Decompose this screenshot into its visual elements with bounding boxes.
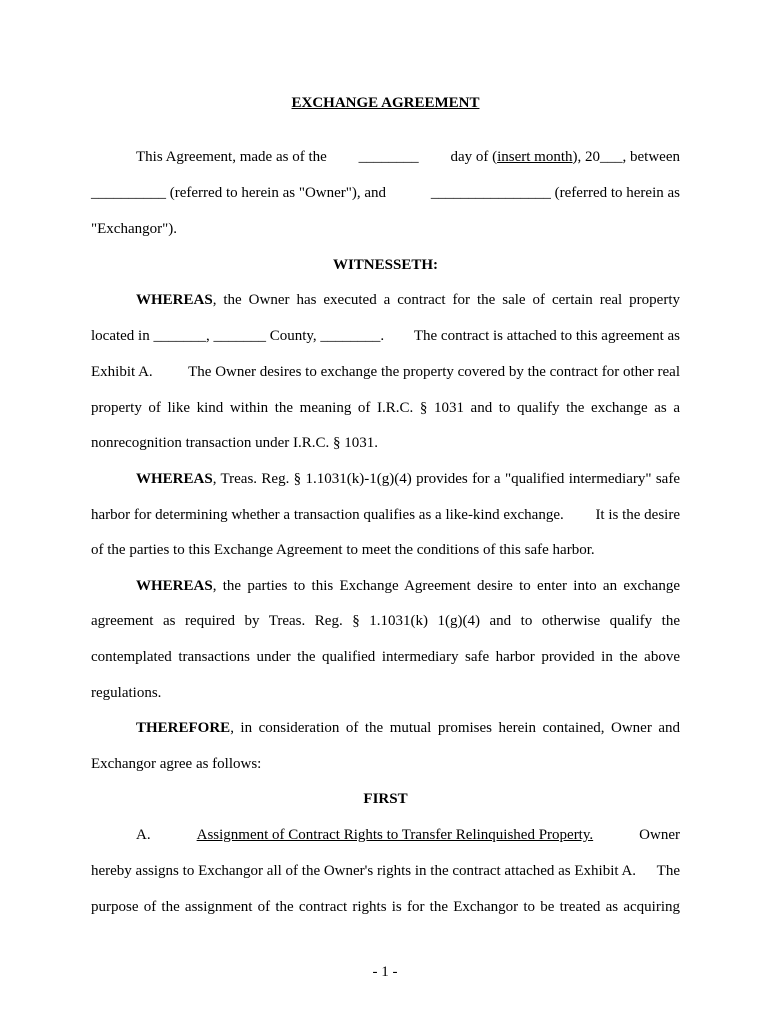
whereas2-line-1 bbox=[91, 469, 680, 489]
whereas1-bold: WHEREAS bbox=[136, 292, 213, 308]
whereas1-text-3a: Exhibit A. bbox=[91, 364, 153, 380]
whereas3-line-2: agreement as required by Treas. Reg. § 1.1031(k) 1(g)(4) and to otherwise qualify the bbox=[91, 613, 680, 629]
intro-day-blank: ________ bbox=[358, 149, 419, 165]
whereas1-line-4: property of like kind within the meaning of I.R.C. § 1031 and to qualify the exchange as a bbox=[91, 400, 680, 416]
whereas1-text-2b: The contract is attached to this agreement as bbox=[413, 328, 680, 344]
whereas2-line-3: of the parties to this Exchange Agreement to meet the conditions of this safe harbor. bbox=[91, 542, 595, 558]
intro-line-1 bbox=[91, 147, 680, 167]
section-a-text-2a: hereby assigns to Exchangor all of the Owner's rights in the contract attached as Exhibit A. bbox=[91, 863, 637, 879]
whereas1-text-3b: The Owner desires to exchange the property covered by the contract for other real bbox=[188, 364, 680, 380]
intro-year-between: ), 20___, between bbox=[572, 149, 680, 165]
whereas3-line-4: regulations. bbox=[91, 685, 162, 701]
section-a-text-2b: The bbox=[656, 863, 680, 879]
witnesseth-heading: WITNESSETH: bbox=[332, 257, 439, 273]
intro-insert-month: insert month bbox=[497, 149, 573, 165]
whereas2-line-2 bbox=[91, 505, 680, 525]
intro-text-1c bbox=[450, 147, 680, 167]
whereas1-line-2 bbox=[91, 326, 680, 346]
document-title: EXCHANGE AGREEMENT bbox=[291, 95, 480, 111]
therefore-line-2: Exchangor agree as follows: bbox=[91, 756, 262, 772]
section-a-line-2 bbox=[91, 861, 680, 881]
therefore-text-1: , in consideration of the mutual promises herein contained, Owner and bbox=[230, 720, 680, 736]
intro-text-2b: ________________ (referred to herein as bbox=[430, 185, 680, 201]
section-a-line-1 bbox=[91, 825, 680, 845]
whereas1-line-3 bbox=[91, 362, 680, 382]
whereas2-bold: WHEREAS bbox=[136, 471, 213, 487]
section-a-heading: Assignment of Contract Rights to Transfer Relinquished Property. bbox=[196, 827, 594, 843]
intro-line-2 bbox=[91, 183, 680, 203]
whereas2-text-2b: It is the desire bbox=[595, 507, 680, 523]
intro-day-of: day of ( bbox=[450, 149, 498, 165]
whereas1-line-5: nonrecognition transaction under I.R.C. § 1031. bbox=[91, 435, 379, 451]
whereas3-text-1: , the parties to this Exchange Agreement desire to enter into an exchange bbox=[212, 578, 680, 594]
whereas2-text-2a: harbor for determining whether a transaction qualifies as a like-kind exchange. bbox=[91, 507, 564, 523]
therefore-bold: THEREFORE bbox=[136, 720, 231, 736]
section-a-line-3: purpose of the assignment of the contract rights is for the Exchangor to be treated as acquiring bbox=[91, 899, 680, 915]
whereas3-line-1 bbox=[91, 576, 680, 596]
first-heading: FIRST bbox=[363, 791, 408, 807]
intro-text-2a: __________ (referred to herein as "Owner"), and bbox=[91, 185, 387, 201]
whereas3-line-3: contemplated transactions under the qualified intermediary safe harbor provided in the above bbox=[91, 649, 680, 665]
whereas1-text-2a: located in _______, _______ County, ________. bbox=[91, 328, 385, 344]
therefore-line-1 bbox=[91, 718, 680, 738]
intro-line-3: "Exchangor"). bbox=[91, 221, 177, 237]
intro-text-1a: This Agreement, made as of the bbox=[136, 149, 327, 165]
whereas1-text-1: , the Owner has executed a contract for the sale of certain real property bbox=[212, 292, 680, 308]
whereas2-text-1: , Treas. Reg. § 1.1031(k)-1(g)(4) provides for a "qualified intermediary" safe bbox=[212, 471, 680, 487]
section-a-label: A. bbox=[136, 827, 151, 843]
whereas1-line-1 bbox=[91, 290, 680, 310]
section-a-text-1end: Owner bbox=[639, 827, 680, 843]
page-number: - 1 - bbox=[372, 964, 398, 980]
whereas3-bold: WHEREAS bbox=[136, 578, 213, 594]
